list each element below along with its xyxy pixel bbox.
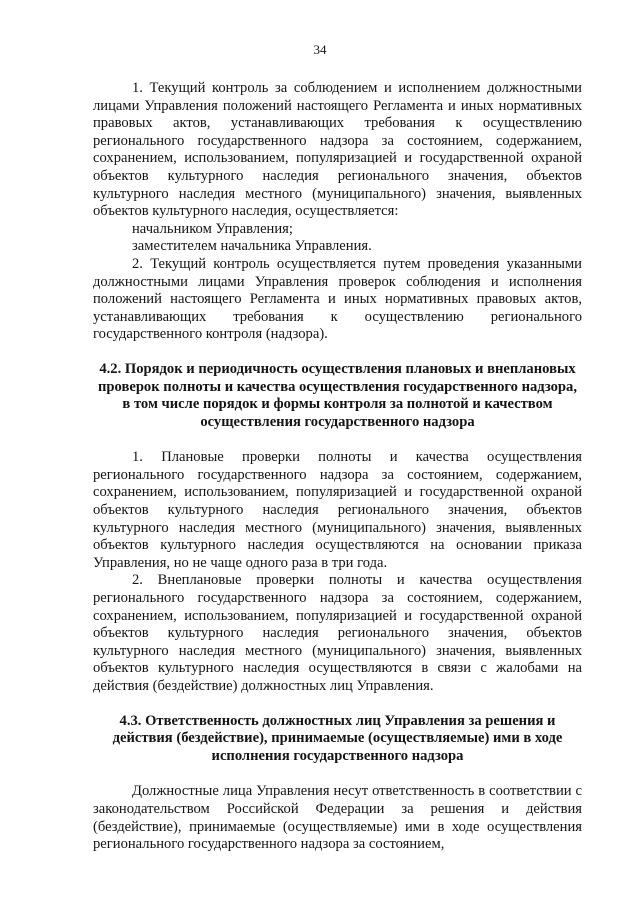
list-item-deputy: заместителем начальника Управления. bbox=[132, 238, 372, 255]
spacer bbox=[93, 431, 582, 449]
page-number: 34 bbox=[313, 42, 327, 57]
paragraph-responsibility: Должностные лица Управления несут ответственность в соответствии с законодательством Российской Федерации за решения и действия (бездействие), принимаемые (осуществляемые) ими в ходе осуществления регионального государственного надзора за состоянием, bbox=[93, 783, 582, 853]
paragraph-planned-checks: 1. Плановые проверки полноты и качества осуществления регионального государственного надзора за состоянием, содержанием, сохранением, использованием, популяризацией и государственной охраной объектов культурного наследия регионального значения, объектов культурного наследия местного (муниципального) значения, выявленных объектов культурного наследия осуществляются на основании приказа Управления, но не чаще одного раза в три года. bbox=[93, 449, 582, 571]
paragraph-control-2: 2. Текущий контроль осуществляется путем проведения указанными должностными лицами Управления проверок соблюдения и исполнения положений настоящего Регламента и иных нормативных правовых актов, устанавливающих требования к осуществлению регионального государственного контроля (надзора). bbox=[93, 255, 582, 343]
document-body bbox=[93, 80, 582, 854]
list-item-head: начальником Управления; bbox=[132, 220, 293, 237]
spacer bbox=[93, 696, 582, 713]
section-heading-4-2: 4.2. Порядок и периодичность осуществления плановых и внеплановых проверок полноты и качества осуществления государственного надзора, в том числе порядок и формы контроля за полнотой и качеством осуществления государственного надзора bbox=[98, 360, 577, 430]
spacer bbox=[93, 765, 582, 783]
paragraph-control-1: 1. Текущий контроль за соблюдением и исполнением должностными лицами Управления положений настоящего Регламента и иных нормативных правовых актов, устанавливающих требования к осуществлению регионального государственного надзора за состоянием, содержанием, сохранением, использованием, популяризацией и государственной охраной объектов культурного наследия регионального значения, объектов культурного наследия местного (муниципального) значения, выявленных объектов культурного наследия, осуществляется: bbox=[93, 80, 582, 220]
paragraph-unplanned-checks: 2. Внеплановые проверки полноты и качества осуществления регионального государственного надзора за состоянием, содержанием, сохранением, использованием, популяризацией и государственной охраной объектов культурного наследия регионального значения, объектов культурного наследия местного (муниципального) значения, выявленных объектов культурного наследия осуществляются в связи с жалобами на действия (бездействие) должностных лиц Управления. bbox=[93, 572, 582, 694]
spacer bbox=[93, 344, 582, 361]
section-heading-4-3: 4.3. Ответственность должностных лиц Управления за решения и действия (бездействие), принимаемые (осуществляемые) ими в ходе исполнения государственного надзора bbox=[112, 712, 563, 764]
